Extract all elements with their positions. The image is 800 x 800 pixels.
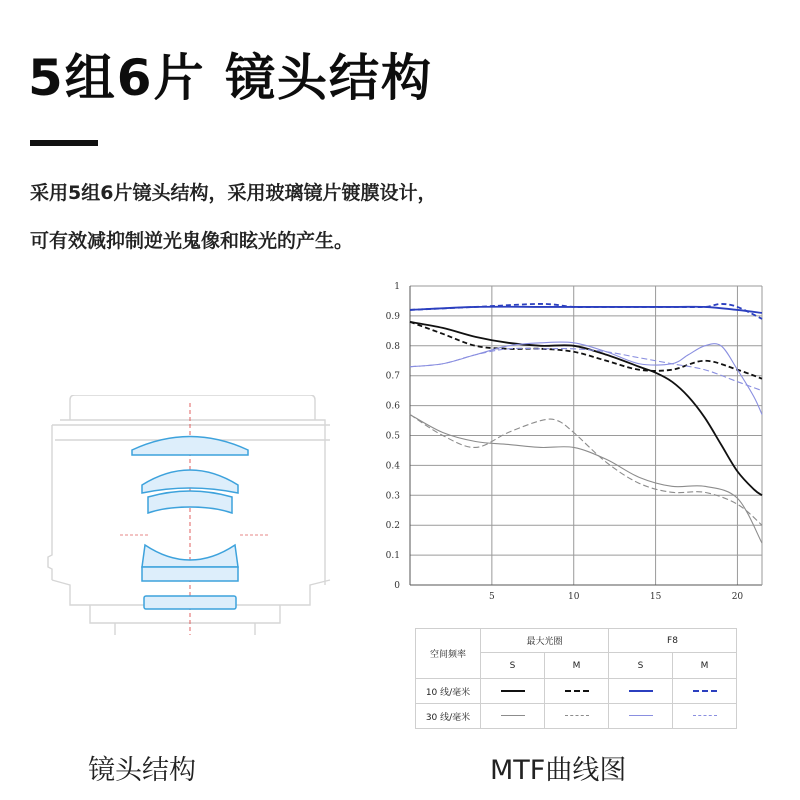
description-line-2: 可有效减抑制逆光鬼像和眩光的产生。 [30, 230, 354, 252]
page-title: 5组6片 镜头结构 [28, 49, 433, 107]
series-line [410, 322, 762, 495]
series-line [410, 415, 762, 544]
lens-element-4 [142, 545, 238, 567]
y-tick-label: 0.5 [385, 431, 400, 442]
legend-sample [673, 679, 737, 704]
legend-s-label: S [609, 653, 673, 679]
lens-structure-diagram [40, 395, 340, 645]
series-line [410, 322, 762, 379]
y-tick-label: 0.6 [385, 401, 400, 412]
lens-element-6 [144, 596, 236, 609]
legend-sample [609, 679, 673, 704]
mtf-legend-table [415, 628, 737, 729]
lens-element-1 [132, 437, 248, 456]
legend-sample [481, 704, 545, 729]
x-tick-label: 15 [649, 592, 662, 602]
lens-structure-caption: 镜头结构 [88, 755, 196, 786]
series-line [410, 342, 762, 415]
y-tick-label: 0.7 [385, 371, 400, 382]
y-tick-label: 0.3 [385, 491, 400, 502]
x-tick-label: 10 [567, 592, 580, 602]
legend-m-label: M [673, 653, 737, 679]
legend-col-header: 空间频率 [416, 629, 481, 679]
legend-group-max-aperture: 最大光圈 [481, 629, 609, 653]
title-underline [30, 140, 98, 146]
legend-m-label: M [545, 653, 609, 679]
legend-sample [673, 704, 737, 729]
legend-sample [545, 704, 609, 729]
legend-sample [545, 679, 609, 704]
y-tick-label: 1 [394, 282, 400, 292]
x-tick-label: 5 [488, 592, 495, 602]
legend-row-30lp: 30 线/毫米 [416, 704, 481, 729]
series-line [410, 415, 762, 526]
legend-sample [609, 704, 673, 729]
y-tick-label: 0.1 [385, 551, 400, 562]
y-tick-label: 0.2 [385, 521, 400, 532]
description-line-1: 采用5组6片镜头结构，采用玻璃镜片镀膜设计， [30, 182, 437, 204]
mtf-chart-caption: MTF曲线图 [490, 755, 627, 786]
legend-group-f8: F8 [609, 629, 737, 653]
y-tick-label: 0.4 [385, 461, 400, 472]
y-tick-label: 0.9 [385, 311, 400, 322]
legend-s-label: S [481, 653, 545, 679]
x-tick-label: 20 [731, 592, 744, 602]
legend-sample [481, 679, 545, 704]
y-tick-label: 0 [394, 581, 400, 591]
chart-series [410, 304, 762, 543]
y-tick-label: 0.8 [385, 341, 400, 352]
chart-tick-labels [386, 282, 744, 602]
lens-element-5 [142, 567, 238, 581]
chart-grid [410, 286, 762, 585]
legend-row-10lp: 10 线/毫米 [416, 679, 481, 704]
mtf-chart [370, 278, 770, 608]
